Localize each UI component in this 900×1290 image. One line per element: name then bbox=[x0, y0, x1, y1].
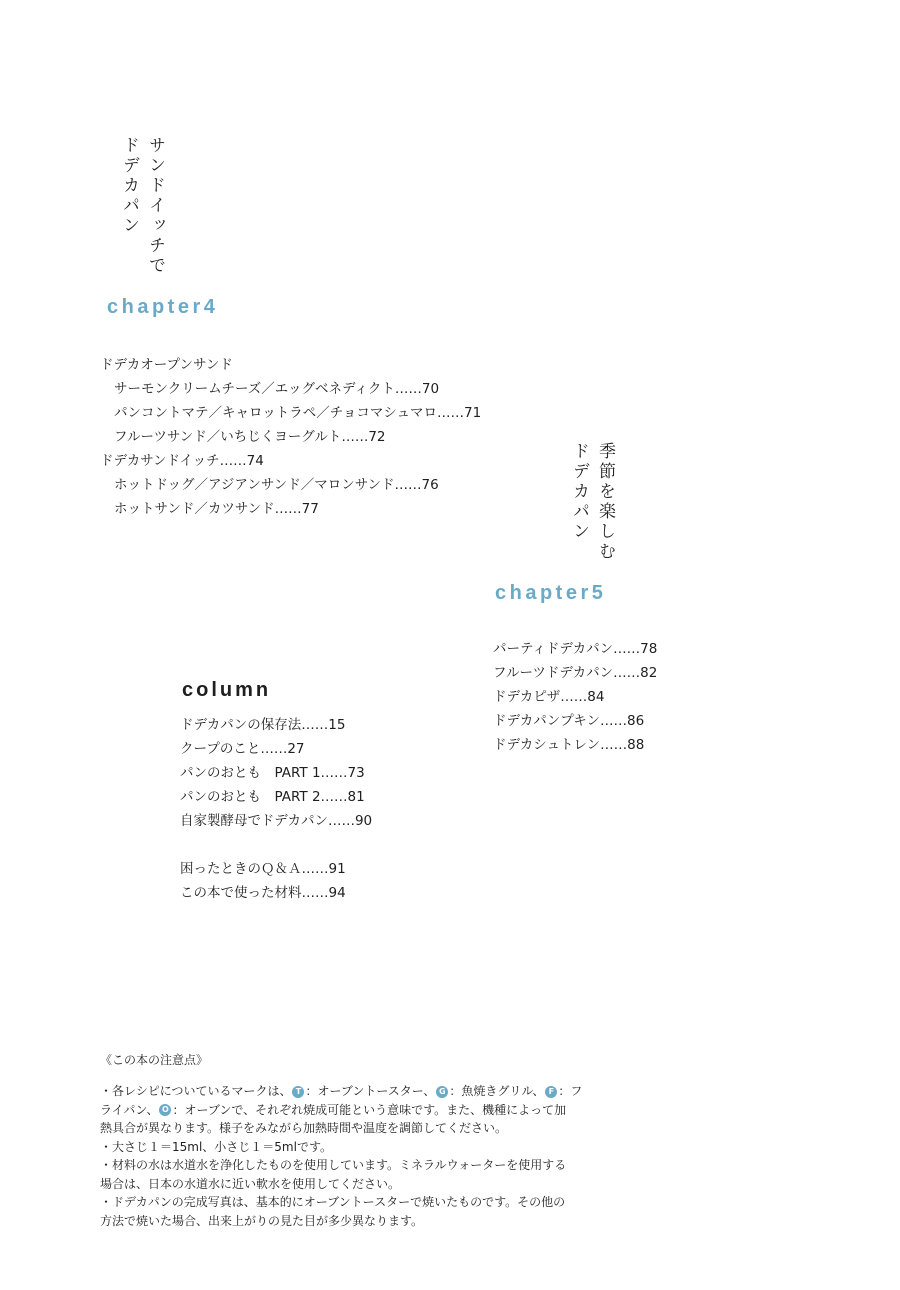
toc-item[interactable]: パンコントマテ／キャロットラペ／チョコマシュマロ……71 bbox=[114, 405, 482, 421]
notes-line: 方法で焼いた場合、出来上がりの見た目が多少異なります。 bbox=[100, 1213, 424, 1228]
toc-item[interactable]: ホットサンド／カツサンド……77 bbox=[114, 501, 319, 517]
notes-line bbox=[100, 1082, 600, 1101]
notes-heading: 《この本の注意点》 bbox=[100, 1053, 209, 1067]
toc-item[interactable]: ドデカパンプキン……86 bbox=[493, 713, 645, 729]
chapter5-title-line: ドデカパン bbox=[569, 442, 589, 542]
notes-line: 熱具合が異なります。様子をみながら加熱時間や温度を調節してください。 bbox=[100, 1121, 508, 1135]
chapter4-title-line: ドデカパン bbox=[119, 136, 139, 236]
toc-item[interactable]: フルーツサンド／いちじくヨーグルト……72 bbox=[114, 429, 386, 445]
notes-section bbox=[100, 1050, 600, 1230]
notes-line: 場合は、日本の水道水に近い軟水を使用してください。 bbox=[100, 1176, 401, 1191]
chapter4-title-line: サンドイッチで bbox=[145, 136, 165, 276]
chapter5-title-line: 季節を楽しむ bbox=[595, 442, 615, 562]
toc-item[interactable]: クープのこと……27 bbox=[180, 741, 305, 757]
spacer bbox=[180, 833, 372, 857]
column-toc bbox=[180, 713, 372, 905]
notes-line: ・材料の水は水道水を浄化したものを使用しています。ミネラルウォーターを使用する bbox=[100, 1158, 567, 1172]
chapter5-title bbox=[566, 442, 618, 562]
toc-item[interactable]: ドデカオープンサンド bbox=[100, 357, 233, 373]
notes-line: ・大さじ１＝15ml、小さじ１＝5mlです。 bbox=[100, 1139, 332, 1154]
notes-line: ・ドデカパンの完成写真は、基本的にオーブントースターで焼いたものです。その他の bbox=[100, 1195, 566, 1209]
notes-text: ：オーブンで、それぞれ焼成可能という意味です。また、機種によって加 bbox=[172, 1102, 567, 1117]
chapter5-label: chapter5 bbox=[495, 582, 607, 604]
notes-text: ：フ bbox=[558, 1084, 583, 1098]
toc-item[interactable]: サーモンクリームチーズ／エッグベネディクト……70 bbox=[114, 381, 440, 397]
oven-mark-icon: O bbox=[159, 1104, 171, 1116]
toc-item[interactable]: ドデカサンドイッチ……74 bbox=[100, 453, 264, 469]
notes-text: ・各レシピについているマークは、 bbox=[100, 1084, 292, 1098]
toc-item[interactable]: パーティドデカパン……78 bbox=[493, 641, 658, 657]
chapter4-title bbox=[116, 136, 168, 276]
toc-item[interactable]: ドデカシュトレン……88 bbox=[493, 737, 645, 753]
toc-item[interactable]: ドデカピザ……84 bbox=[493, 689, 605, 705]
notes-line bbox=[100, 1101, 600, 1120]
toc-item[interactable]: ドデカパンの保存法……15 bbox=[180, 717, 346, 733]
column-label: column bbox=[182, 679, 272, 701]
toc-item[interactable]: 自家製酵母でドデカパン……90 bbox=[180, 813, 373, 829]
notes-text: ：魚焼きグリル、 bbox=[449, 1084, 545, 1098]
chapter5-toc bbox=[493, 637, 657, 757]
toc-item[interactable]: フルーツドデカパン……82 bbox=[493, 665, 658, 681]
notes-text: ライパン、 bbox=[100, 1102, 159, 1117]
toc-item[interactable]: この本で使った材料……94 bbox=[180, 885, 346, 901]
chapter4-label: chapter4 bbox=[107, 296, 219, 318]
toc-item[interactable]: パンのおとも PART 1……73 bbox=[180, 765, 365, 781]
toc-item[interactable]: パンのおとも PART 2……81 bbox=[180, 789, 365, 805]
frying-pan-mark-icon: F bbox=[545, 1086, 557, 1098]
toc-item[interactable]: 困ったときのＱ＆Ａ……91 bbox=[180, 861, 346, 877]
chapter4-toc bbox=[100, 353, 481, 521]
notes-text: ：オーブントースター、 bbox=[305, 1084, 436, 1098]
grill-mark-icon: G bbox=[436, 1086, 448, 1098]
toc-item[interactable]: ホットドッグ／アジアンサンド／マロンサンド……76 bbox=[114, 477, 439, 493]
toaster-mark-icon: T bbox=[292, 1086, 304, 1098]
